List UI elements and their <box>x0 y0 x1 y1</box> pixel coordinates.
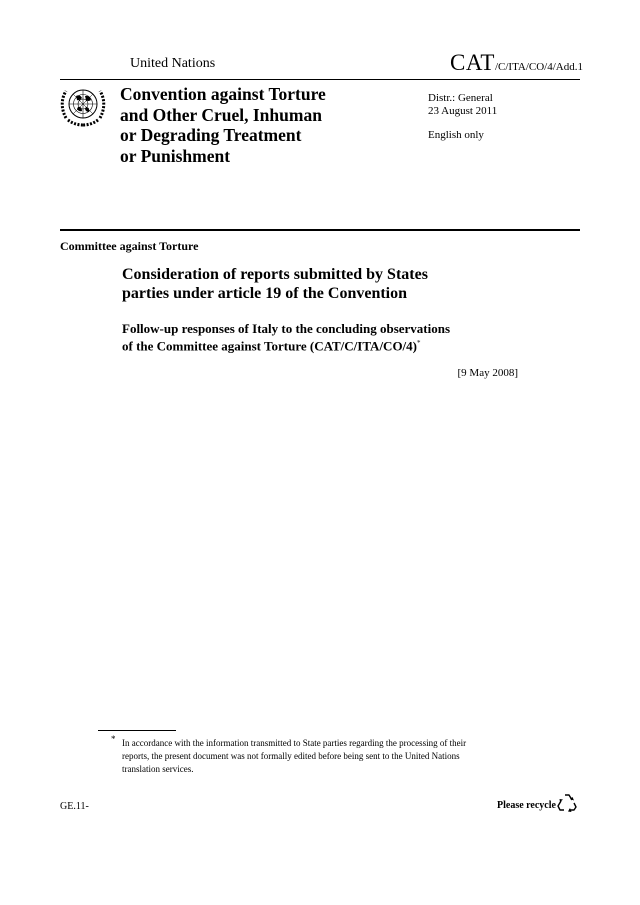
distribution-type: Distr.: General <box>428 92 493 104</box>
footnote-text <box>122 737 502 776</box>
committee-name: Committee against Torture <box>60 239 199 253</box>
report-date: [9 May 2008] <box>457 367 518 379</box>
convention-title-line: or Punishment <box>120 145 231 166</box>
recycle-icon <box>556 792 578 814</box>
document-symbol-main: CAT <box>450 50 495 75</box>
un-emblem-icon <box>60 82 106 128</box>
convention-title-line: and Other Cruel, Inhuman <box>120 104 322 125</box>
subtitle <box>122 322 532 353</box>
distribution-block <box>428 92 497 118</box>
document-code: GE.11- <box>60 801 89 812</box>
footnote-rule <box>98 730 176 731</box>
subtitle-line <box>122 336 532 353</box>
footnote-line: translation services. <box>122 764 194 774</box>
main-title-line: parties under article 19 of the Convention <box>122 285 408 302</box>
document-symbol-suffix: /C/ITA/CO/4/Add.1 <box>494 61 583 73</box>
footnote-line: In accordance with the information transmitted to State parties regarding the processing of their <box>122 738 467 748</box>
document-symbol <box>450 50 583 76</box>
language-note: English only <box>428 129 484 141</box>
organization-name: United Nations <box>130 56 216 71</box>
footnote-reference: * <box>417 339 421 347</box>
issue-date: 23 August 2011 <box>428 105 498 117</box>
subtitle-line: Follow-up responses of Italy to the concluding observations <box>122 321 451 336</box>
convention-title-line: or Degrading Treatment <box>120 125 302 145</box>
convention-title <box>120 84 390 166</box>
recycle-label: Please recycle <box>497 800 556 811</box>
header-rule <box>60 79 580 80</box>
main-title <box>122 265 522 303</box>
convention-title-line: Convention against Torture <box>120 84 326 104</box>
title-rule <box>60 229 580 231</box>
footnote-mark: * <box>111 734 116 744</box>
subtitle-line-text: of the Committee against Torture (CAT/C/ITA/CO/4) <box>122 338 418 354</box>
main-title-line: Consideration of reports submitted by States <box>122 266 428 283</box>
footnote-line: reports, the present document was not formally edited before being sent to the United Nations <box>122 751 460 761</box>
